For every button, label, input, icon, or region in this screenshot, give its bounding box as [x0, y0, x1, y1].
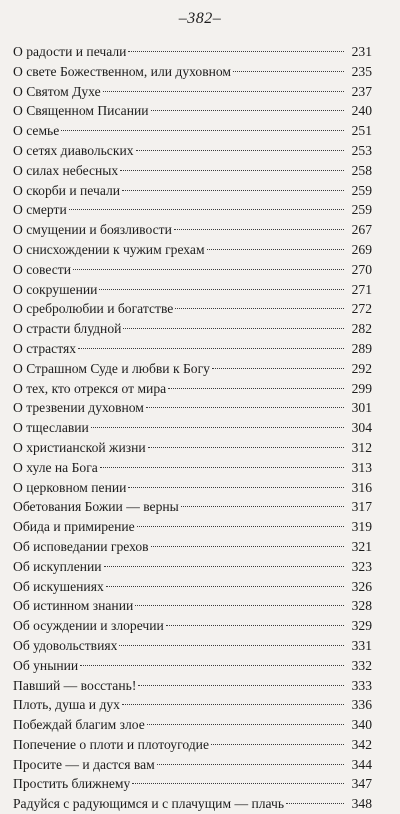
toc-entry — [13, 715, 372, 735]
dot-leader — [137, 526, 344, 527]
toc-entry-title: Об искуплении — [13, 558, 102, 574]
toc-entry-title: О снисхождении к чужим грехам — [13, 241, 205, 257]
toc-entry-title: Об удовольствиях — [13, 637, 118, 653]
toc-entry-title: О страстях — [13, 340, 77, 356]
dot-leader — [286, 803, 344, 804]
toc-entry-title: Об осуждении и злоречии — [13, 618, 164, 634]
toc-entry-title: Об унынии — [13, 657, 79, 673]
toc-entry-title: О Страшном Суде и любви к Богу — [13, 360, 210, 376]
toc-entry-title: О семье — [13, 123, 60, 139]
dot-leader — [80, 665, 344, 666]
toc-entry — [13, 141, 372, 161]
toc-entry-page: 240 — [351, 103, 372, 119]
dot-leader — [78, 348, 344, 349]
table-of-contents — [13, 42, 372, 814]
toc-entry — [13, 260, 372, 280]
dot-leader — [146, 407, 344, 408]
toc-entry-page: 299 — [351, 380, 372, 396]
toc-entry — [13, 359, 372, 379]
toc-entry-title: Простить ближнему — [13, 776, 131, 792]
toc-entry — [13, 200, 372, 220]
toc-entry-page: 237 — [351, 83, 372, 99]
toc-entry-page: 328 — [351, 598, 372, 614]
toc-entry-page: 231 — [351, 44, 372, 59]
toc-entry-page: 304 — [351, 420, 372, 436]
toc-entry-title: О смерти — [13, 202, 67, 218]
toc-entry — [13, 596, 372, 616]
toc-entry — [13, 299, 372, 319]
toc-entry-title: Об искушениях — [13, 578, 104, 594]
toc-entry-title: Обида и примирение — [13, 519, 135, 535]
toc-entry — [13, 220, 372, 240]
toc-entry — [13, 636, 372, 656]
toc-entry-page: 342 — [351, 736, 372, 752]
toc-entry-page: 289 — [351, 340, 372, 356]
toc-entry — [13, 280, 372, 300]
toc-entry-page: 251 — [351, 123, 372, 139]
page-number: –382– — [178, 10, 222, 27]
dot-leader — [128, 487, 344, 488]
toc-entry-page: 313 — [351, 459, 372, 475]
toc-entry — [13, 478, 372, 498]
toc-entry-title: О трезвении духовном — [13, 400, 144, 416]
toc-entry — [13, 339, 372, 359]
toc-entry-page: 321 — [351, 538, 372, 554]
dot-leader — [212, 368, 344, 369]
dot-leader — [151, 546, 344, 547]
toc-entry — [13, 497, 372, 517]
toc-entry — [13, 379, 372, 399]
toc-entry-page: 292 — [351, 360, 372, 376]
toc-entry-title: О хуле на Бога — [13, 459, 98, 475]
dot-leader — [168, 388, 344, 389]
toc-entry — [13, 42, 372, 62]
toc-entry — [13, 755, 372, 775]
dot-leader — [106, 586, 344, 587]
toc-entry-title: О скорби и печали — [13, 182, 121, 198]
toc-entry — [13, 695, 372, 715]
toc-entry — [13, 438, 372, 458]
dot-leader — [122, 190, 344, 191]
toc-entry — [13, 656, 372, 676]
toc-entry — [13, 458, 372, 478]
toc-entry-title: О Святом Духе — [13, 83, 101, 99]
toc-entry-page: 336 — [351, 697, 372, 713]
dot-leader — [211, 744, 344, 745]
toc-entry-page: 267 — [351, 222, 372, 238]
dot-leader — [73, 269, 344, 270]
toc-entry-page: 348 — [351, 796, 372, 812]
toc-entry-page: 317 — [351, 499, 372, 515]
dot-leader — [147, 724, 344, 725]
toc-entry — [13, 161, 372, 181]
dot-leader — [181, 506, 344, 507]
toc-entry — [13, 794, 372, 814]
toc-entry — [13, 181, 372, 201]
toc-entry — [13, 537, 372, 557]
toc-entry-page: 271 — [351, 281, 372, 297]
dot-leader — [100, 467, 344, 468]
dot-leader — [61, 130, 344, 131]
toc-entry-title: О сокрушении — [13, 281, 98, 297]
dot-leader — [151, 110, 344, 111]
toc-entry — [13, 517, 372, 537]
dot-leader — [120, 170, 344, 171]
toc-entry-title: Просите — и дастся вам — [13, 756, 155, 772]
toc-entry-title: Павший — восстань! — [13, 677, 137, 693]
dot-leader — [135, 605, 344, 606]
toc-entry — [13, 240, 372, 260]
toc-entry-page: 329 — [351, 618, 372, 634]
toc-entry-page: 259 — [351, 202, 372, 218]
toc-entry-page: 316 — [351, 479, 372, 495]
toc-entry-title: Об исповедании грехов — [13, 538, 149, 554]
toc-entry-page: 282 — [351, 321, 372, 337]
dot-leader — [174, 229, 344, 230]
toc-entry-page: 323 — [351, 558, 372, 574]
toc-entry-title: О сребролюбии и богатстве — [13, 301, 174, 317]
toc-entry — [13, 82, 372, 102]
dot-leader — [132, 783, 344, 784]
toc-entry — [13, 577, 372, 597]
dot-leader — [104, 566, 344, 567]
toc-entry-title: Побеждай благим злое — [13, 717, 145, 733]
toc-entry-page: 344 — [351, 756, 372, 772]
toc-entry-page: 235 — [351, 63, 372, 79]
toc-entry — [13, 62, 372, 82]
toc-entry — [13, 735, 372, 755]
toc-entry-title: О тех, кто отрекся от мира — [13, 380, 167, 396]
toc-entry-title: О совести — [13, 261, 72, 277]
toc-entry-page: 258 — [351, 162, 372, 178]
toc-entry-page: 259 — [351, 182, 372, 198]
toc-entry-title: Радуйся с радующимся и с плачущим — плачь — [13, 796, 285, 812]
dot-leader — [103, 91, 344, 92]
toc-entry-page: 332 — [351, 657, 372, 673]
toc-entry — [13, 557, 372, 577]
dot-leader — [128, 51, 344, 52]
dot-leader — [148, 447, 344, 448]
dot-leader — [157, 764, 344, 765]
toc-entry-page: 312 — [351, 439, 372, 455]
toc-entry-title: О радости и печали — [13, 44, 127, 59]
toc-entry — [13, 418, 372, 438]
toc-entry-title: О сетях диавольских — [13, 142, 134, 158]
dot-leader — [119, 645, 344, 646]
toc-entry-title: О силах небесных — [13, 162, 119, 178]
toc-entry-page: 253 — [351, 142, 372, 158]
toc-entry-title: Об истинном знании — [13, 598, 134, 614]
dot-leader — [175, 308, 344, 309]
toc-entry-page: 326 — [351, 578, 372, 594]
dot-leader — [122, 704, 344, 705]
dot-leader — [166, 625, 344, 626]
toc-entry-page: 333 — [351, 677, 372, 693]
toc-entry-page: 347 — [351, 776, 372, 792]
toc-entry — [13, 398, 372, 418]
toc-entry-page: 272 — [351, 301, 372, 317]
dot-leader — [123, 328, 344, 329]
dot-leader — [136, 150, 344, 151]
toc-entry — [13, 676, 372, 696]
dot-leader — [138, 685, 344, 686]
toc-entry-title: Плоть, душа и дух — [13, 697, 120, 713]
dot-leader — [233, 71, 344, 72]
toc-entry — [13, 319, 372, 339]
dot-leader — [69, 209, 344, 210]
toc-entry-title: О страсти блудной — [13, 321, 122, 337]
dot-leader — [99, 289, 344, 290]
toc-entry-page: 340 — [351, 717, 372, 733]
toc-entry-page: 270 — [351, 261, 372, 277]
toc-entry-title: О смущении и боязливости — [13, 222, 172, 238]
toc-entry-page: 331 — [351, 637, 372, 653]
dot-leader — [91, 427, 344, 428]
dot-leader — [207, 249, 344, 250]
toc-entry-page: 269 — [351, 241, 372, 257]
toc-entry — [13, 616, 372, 636]
toc-entry-title: О тщеславии — [13, 420, 89, 436]
toc-entry-title: О Священном Писании — [13, 103, 149, 119]
toc-entry-page: 301 — [351, 400, 372, 416]
toc-entry-title: Попечение о плоти и плотоугодие — [13, 736, 209, 752]
toc-entry-title: О христианской жизни — [13, 439, 146, 455]
toc-entry-page: 319 — [351, 519, 372, 535]
toc-entry — [13, 774, 372, 794]
toc-entry — [13, 121, 372, 141]
toc-entry — [13, 101, 372, 121]
toc-entry-title: О церковном пении — [13, 479, 127, 495]
toc-entry-title: Обетования Божии — верны — [13, 499, 179, 515]
toc-entry-title: О свете Божественном, или духовном — [13, 63, 232, 79]
